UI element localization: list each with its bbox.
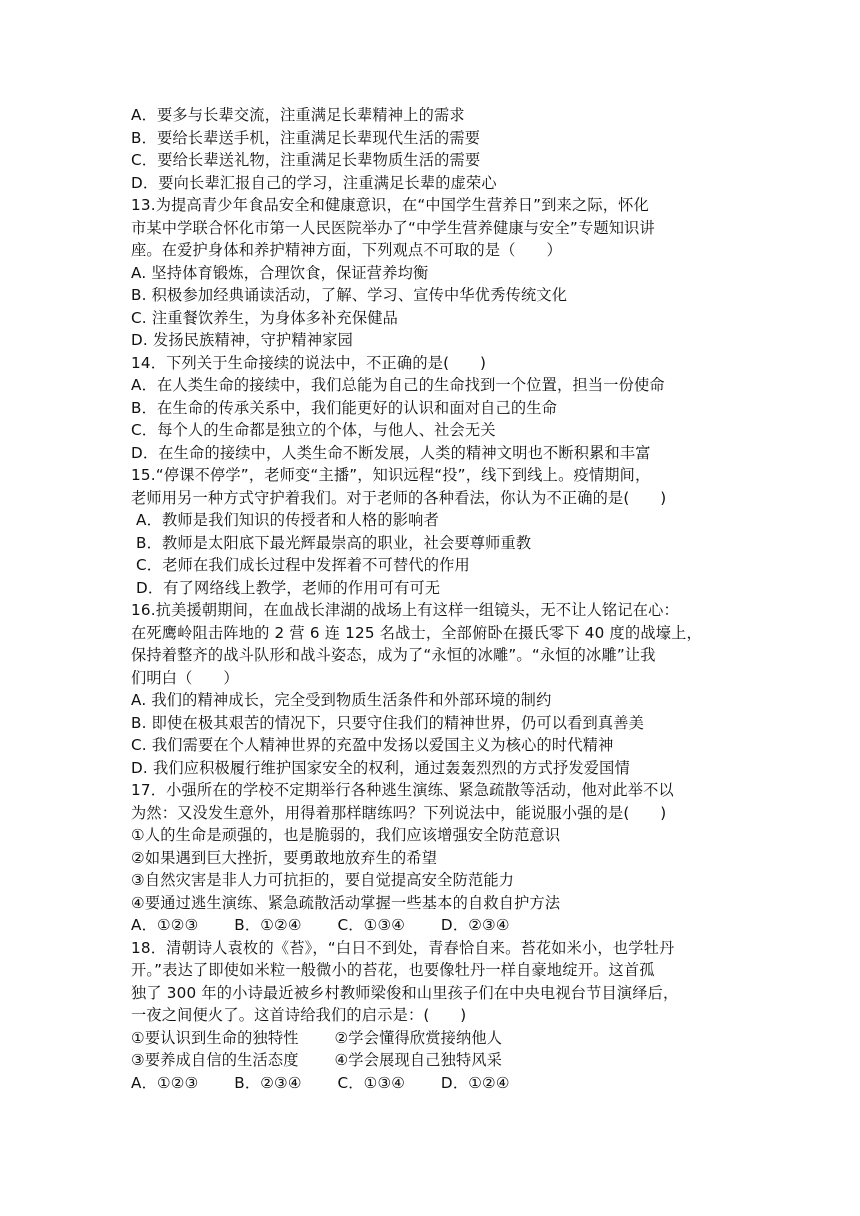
q13-stem-line3: 座。在爱护身体和养护精神方面，下列观点不可取的是（ ） <box>131 241 562 259</box>
q13-option-d: D. 发扬民族精神，守护精神家园 <box>131 331 353 349</box>
q18-stem-line2: 开。”表达了即使如米粒一般微小的苔花，也要像牡丹一样自豪地绽开。这首孤 <box>131 961 655 979</box>
q17-stem-line1: 17．小强所在的学校不定期举行各种逃生演练、紧急疏散等活动，他对此举不以 <box>131 781 674 799</box>
q16-option-c: C. 我们需要在个人精神世界的充盈中发扬以爱国主义为核心的时代精神 <box>131 736 614 754</box>
q14-option-a: A．在人类生命的接续中，我们总能为自己的生命找到一个位置，担当一份使命 <box>131 376 665 394</box>
q13-option-c: C. 注重餐饮养生，为身体多补充保健品 <box>131 309 399 327</box>
q16-option-d: D. 我们应积极履行维护国家安全的权利，通过轰轰烈烈的方式抒发爱国情 <box>131 759 630 777</box>
q17-statement-4: ④要通过逃生演练、紧急疏散活动掌握一些基本的自救自护方法 <box>131 894 561 912</box>
q12-option-b: B．要给长辈送手机，注重满足长辈现代生活的需要 <box>131 129 481 147</box>
q18-stem-line4: 一夜之间便火了。这首诗给我们的启示是：( ) <box>131 1006 467 1024</box>
q14-stem: 14．下列关于生命接续的说法中，不正确的是( ) <box>131 354 487 372</box>
q18-options: A．①②③ B．②③④ C．①③④ D．①②④ <box>131 1074 510 1092</box>
q14-option-d: D．在生命的接续中，人类生命不断发展，人类的精神文明也不断积累和丰富 <box>131 444 651 462</box>
q15-option-a: A．教师是我们知识的传授者和人格的影响者 <box>136 511 439 529</box>
q16-option-b: B. 即使在极其艰苦的情况下，只要守住我们的精神世界，仍可以看到真善美 <box>131 714 645 732</box>
q12-option-a: A．要多与长辈交流，注重满足长辈精神上的需求 <box>131 106 465 124</box>
q12-option-d: D．要向长辈汇报自己的学习，注重满足长辈的虚荣心 <box>131 174 497 192</box>
q17-statement-3: ③自然灾害是非人力可抗拒的，要自觉提高安全防范能力 <box>131 871 515 889</box>
q18-statements-3-4: ③要养成自信的生活态度 ④学会展现自己独特风采 <box>131 1051 503 1069</box>
q17-stem-line2: 为然：又没发生意外，用得着那样瞎练吗？下列说法中，能说服小强的是( ) <box>131 804 667 822</box>
q13-stem-line2: 市某中学联合怀化市第一人民医院举办了“中学生营养健康与安全”专题知识讲 <box>131 219 655 237</box>
q13-option-a: A. 坚持体育锻炼，合理饮食，保证营养均衡 <box>131 264 429 282</box>
q17-statement-1: ①人的生命是顽强的，也是脆弱的，我们应该增强安全防范意识 <box>131 826 561 844</box>
q17-statement-2: ②如果遇到巨大挫折，要勇敢地放弃生的希望 <box>131 849 438 867</box>
q15-option-d: D．有了网络线上教学，老师的作用可有可无 <box>136 579 441 597</box>
q18-stem-line1: 18．清朝诗人袁枚的《苔》，“白日不到处，青春恰自来。苔花如米小，也学牡丹 <box>131 939 675 957</box>
q17-options: A．①②③ B．①②④ C．①③④ D．②③④ <box>131 916 510 934</box>
q16-stem-line4: 们明白（ ） <box>131 669 239 687</box>
q16-option-a: A. 我们的精神成长，完全受到物质生活条件和外部环境的制约 <box>131 691 552 709</box>
q15-option-c: C．老师在我们成长过程中发挥着不可替代的作用 <box>136 556 470 574</box>
q15-stem-line1: 15.“停课不停学”，老师变“主播”，知识远程“投”，线下到线上。疫情期间， <box>131 466 651 484</box>
q16-stem-line3: 保持着整齐的战斗队形和战斗姿态，成为了“永恒的冰雕”。“永恒的冰雕”让我 <box>131 646 656 664</box>
q13-stem-line1: 13.为提高青少年食品安全和健康意识，在“中国学生营养日”到来之际，怀化 <box>131 196 649 214</box>
q18-statements-1-2: ①要认识到生命的独特性 ②学会懂得欣赏接纳他人 <box>131 1029 503 1047</box>
q18-stem-line3: 独了 300 年的小诗最近被乡村教师梁俊和山里孩子们在中央电视台节目演绎后， <box>131 984 679 1002</box>
q16-stem-line2: 在死鹰岭阻击阵地的 2 营 6 连 125 名战士，全部俯卧在摄氏零下 40 度的战壕上， <box>131 624 702 642</box>
q16-stem-line1: 16.抗美援朝期间，在血战长津湖的战场上有这样一组镜头，无不让人铭记在心： <box>131 601 679 619</box>
q13-option-b: B. 积极参加经典诵读活动，了解、学习、宣传中华优秀传统文化 <box>131 286 568 304</box>
q14-option-c: C．每个人的生命都是独立的个体，与他人、社会无关 <box>131 421 496 439</box>
q14-option-b: B．在生命的传承关系中，我们能更好的认识和面对自己的生命 <box>131 399 558 417</box>
q15-option-b: B．教师是太阳底下最光辉最崇高的职业，社会要尊师重教 <box>136 534 532 552</box>
q15-stem-line2: 老师用另一种方式守护着我们。对于老师的各种看法，你认为不正确的是( ) <box>131 489 667 507</box>
q12-option-c: C．要给长辈送礼物，注重满足长辈物质生活的需要 <box>131 151 481 169</box>
